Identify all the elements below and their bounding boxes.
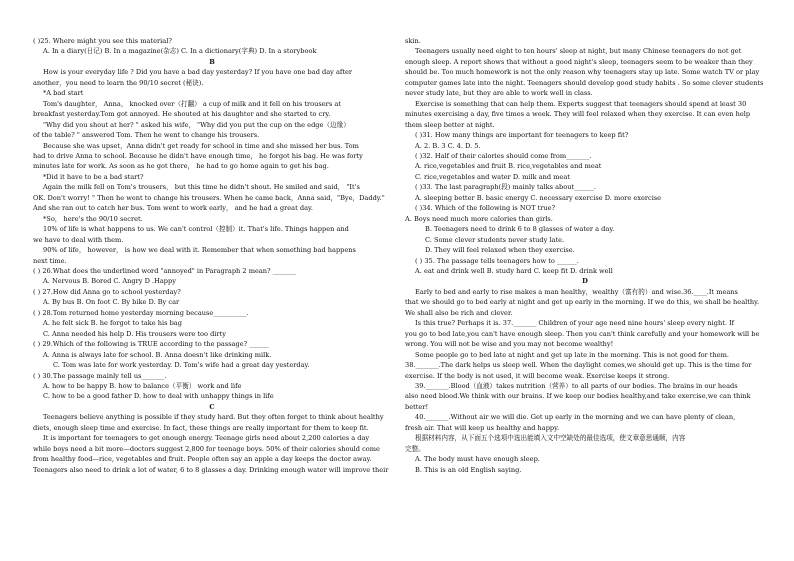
passage-line: We shall also be rich and clever. bbox=[405, 308, 513, 317]
q34: ( )34. Which of the following is NOT true? bbox=[415, 204, 556, 213]
section-d-heading: D bbox=[582, 277, 588, 286]
passage-line: from healthy food—rice, vegetables and fruit. People often say an apple a day keeps the doctor away. bbox=[33, 455, 372, 464]
passage-line: should be. Too much homework is not the only reason why teenagers stay up late. Some watch TV or play bbox=[405, 68, 760, 77]
q30: ( ) 30.The passage mainly tell us_______. bbox=[33, 371, 167, 380]
q29-options-ab: A. Anna is always late for school. B. Anna doesn't like drinking milk. bbox=[43, 350, 272, 359]
passage-line: Some people go to bed late at night and get up late in the morning. This is not good for them. bbox=[415, 350, 729, 359]
passage-line: we have to deal with them. bbox=[33, 235, 124, 244]
passage-line: 39._______.Blood（血液）takes nutrition（营养）to all parts of our bodies. The brains in our heads bbox=[415, 381, 738, 390]
passage-line: diets, enough sleep time and exercise. In fact, these things are really important for them to keep fit. bbox=[33, 423, 369, 432]
q33-options: A. sleeping better B. basic energy C. necessary exercise D. more exercise bbox=[415, 193, 662, 202]
q32: ( )32. Half of their calories should come from_______. bbox=[415, 151, 592, 160]
q34-option-b: B. Teenagers need to drink 6 to 8 glasses of water a day. bbox=[425, 225, 615, 234]
passage-line: exercise. If the body is not used, it will become weak. Exercise keeps it strong. bbox=[405, 371, 670, 380]
passage-line: 38._______.The dark helps us sleep well. When the daylight comes,we should get up. This is the time for bbox=[405, 361, 752, 370]
passage-line: had to drive Anna to school. Because he didn't have enough time， he forgot his bag. He was forty bbox=[33, 151, 363, 160]
passage-line: Exercise is something that can help them. Experts suggest that teenagers should spend at least 30 bbox=[415, 99, 747, 108]
q34-option-c: C. Some clever students never study late. bbox=[425, 235, 565, 244]
passage-line: Because she was upset，Anna didn't get ready for school in time and she missed her bus. Tom bbox=[43, 141, 359, 150]
passage-line: Tom's daughter， Anna， knocked over（打翻） a cup of milk and it fell on his trousers at bbox=[43, 99, 341, 108]
passage-line: Early to bed and early to rise makes a man healthy，wealthy（富有的）and wise.36.____.It means bbox=[415, 287, 738, 296]
passage-line: them sleep better at night. bbox=[405, 120, 495, 129]
instruction-line: 根据材料内容，从下面五个选项中选出能填入文中空缺处的最佳选项，使文章意思通顺，内容 bbox=[415, 434, 686, 443]
q31-options: A. 2. B. 3 C. 4. D. 5. bbox=[415, 141, 481, 150]
passage-line: computer games late into the night. Teenagers should develop good study habits . So some clever students bbox=[405, 78, 764, 87]
passage-line: Teenagers believe anything is possible if they study hard. But they often forget to think about healthy bbox=[43, 413, 384, 422]
passage-line: of the table? " answered Tom. Then he went to change his trousers. bbox=[33, 131, 260, 140]
passage-line: next time. bbox=[33, 256, 67, 265]
q30-options-cd: C. how to be a good father D. how to deal with unhappy things in life bbox=[43, 392, 274, 401]
passage-line: never study late, but they are able to work well in class. bbox=[405, 89, 593, 98]
passage-line: another，you need to learn the 90/10 secret (秘诀). bbox=[33, 78, 204, 87]
passage-line: Again the milk fell on Tom's trousers， but this time he didn't shout. He smiled and said， "It's bbox=[43, 183, 360, 192]
q35: ( ) 35. The passage tells teenagers how to ______. bbox=[415, 256, 579, 265]
q32-options-ab: A. rice,vegetables and fruit B. rice,vegetables and meat bbox=[415, 162, 602, 171]
passage-line: OK. Don't worry! " Then he went to change his trousers. When he came back，Anna said，"Bye，Daddy." bbox=[33, 193, 385, 202]
choice-b: B. This is an old English saying. bbox=[415, 465, 522, 474]
q28: ( ) 28.Tom returned home yesterday morning because__________. bbox=[33, 308, 249, 317]
passage-line: And she ran out to catch her bus. Tom went to work early， and he had a great day. bbox=[33, 204, 313, 213]
q29: ( ) 29.Which of the following is TRUE according to the passage? ______ bbox=[33, 340, 270, 349]
q28-options-ab: A. he felt sick B. he forgot to take his bag bbox=[43, 319, 182, 328]
instruction-line: 完整。 bbox=[405, 444, 425, 453]
choice-a: A. The body must have enough sleep. bbox=[415, 455, 540, 464]
q27-options: A. By bus B. On foot C. By bike D. By car bbox=[43, 298, 180, 307]
passage-line: also need blood.We think with our brains. If we keep our bodies healthy,and take exercise,we can think bbox=[405, 392, 751, 401]
passage-line: while boys need a bit more—doctors suggest 2,800 for teenage boys. 50% of their calories should come bbox=[33, 444, 380, 453]
passage-line: 90% of life， however， is how we deal with it. Remember that when something bad happens bbox=[43, 246, 356, 255]
passage-line: Is this true? Perhaps it is. 37._______ Children of your age need nine hours' sleep every night. If bbox=[415, 319, 735, 328]
q34-option-a: A. Boys need much more calories than girls. bbox=[405, 214, 553, 223]
q26: ( ) 26.What does the underlined word "annoyed" in Paragraph 2 mean? _______ bbox=[33, 266, 296, 275]
passage-line: wrong. You will not be wise and you may not become wealthy! bbox=[405, 340, 614, 349]
passage-line: Teenagers usually need eight to ten hours' sleep at night, but many Chinese teenagers do not get bbox=[415, 47, 742, 56]
q32-options-cd: C. rice,vegetables and water D. milk and meat bbox=[415, 172, 570, 181]
q25: ( )25. Where might you see this material? bbox=[33, 37, 172, 45]
q27: ( ) 27.How did Anna go to school yesterday? bbox=[33, 287, 181, 296]
section-b-heading: B bbox=[209, 57, 215, 66]
q26-options: A. Nervous B. Bored C. Angry D .Happy bbox=[43, 277, 176, 286]
q29-options-cd: C. Tom was late for work yesterday. D. Tom's wife had a great day yesterday. bbox=[53, 361, 310, 370]
passage-line: skin. bbox=[405, 37, 421, 45]
q31: ( )31. How many things are important for teenagers to keep fit? bbox=[415, 131, 629, 140]
q35-options: A. eat and drink well B. study hard C. keep fit D. drink well bbox=[415, 266, 613, 275]
section-c-heading: C bbox=[209, 402, 215, 411]
subheading-bad-start-question: *Did it have to be a bad start? bbox=[43, 172, 144, 181]
passage-line: minutes late for work. As soon as he got there， he had to go home again to get his bag. bbox=[33, 162, 329, 171]
passage-line: fresh air. That will keep us healthy and happy. bbox=[405, 423, 560, 432]
subheading-bad-start: *A bad start bbox=[43, 89, 84, 98]
subheading-secret: *So， here's the 90/10 secret. bbox=[43, 214, 143, 223]
passage-line: better! bbox=[405, 402, 429, 411]
passage-line: It is important for teenagers to get enough energy. Teenage girls need about 2,200 calories a day bbox=[43, 434, 370, 443]
passage-line: minutes exercising a day, five times a week. They will feel relaxed when they exercise. It can even help bbox=[405, 110, 751, 119]
passage-line: enough sleep. A report shows that without a good night's sleep, teenagers seem to be weaker than they bbox=[405, 57, 753, 66]
passage-line: Teenagers also need to drink a lot of water, 6 to 8 glasses a day. Drinking enough water will improve their bbox=[33, 465, 389, 474]
left-column bbox=[33, 36, 391, 475]
passage-line: How is your everyday life ? Did you have a bad day yesterday? If you have one bad day after bbox=[43, 68, 353, 77]
passage-line: 10% of life is what happens to us. We can't control（控制）it. That's life. Things happen and bbox=[43, 225, 349, 234]
passage-line: 40._______.Without air we will die. Get up early in the morning and we can have plenty of clean, bbox=[415, 413, 736, 422]
q25-options: A. In a diary(日记) B. In a magazine(杂志) C. In a dictionary(字典) D. In a storybook bbox=[43, 47, 317, 56]
passage-line: you go to bed late,you can't have enough sleep. Then you can't think carefully and your homework will be bbox=[405, 329, 760, 338]
q33: ( )33. The last paragraph(段) mainly talks about______. bbox=[415, 183, 597, 192]
right-column bbox=[405, 36, 765, 475]
q28-options-cd: C. Anna needed his help D. His trousers were too dirty bbox=[43, 329, 226, 338]
q34-option-d: D. They will feel relaxed when they exercise. bbox=[425, 246, 575, 255]
q30-options-ab: A. how to be happy B. how to balance（平衡） work and life bbox=[43, 381, 242, 390]
passage-line: that we should go to bed early at night and get up early in the morning. If we do this, we shall be healthy. bbox=[405, 298, 760, 307]
passage-line: breakfast yesterday.Tom got annoyed. He shouted at his daughter and she started to cry. bbox=[33, 110, 331, 119]
passage-line: "Why did you shout at her? " asked his wife， "Why did you put the cup on the edge（边缘） bbox=[43, 120, 350, 129]
